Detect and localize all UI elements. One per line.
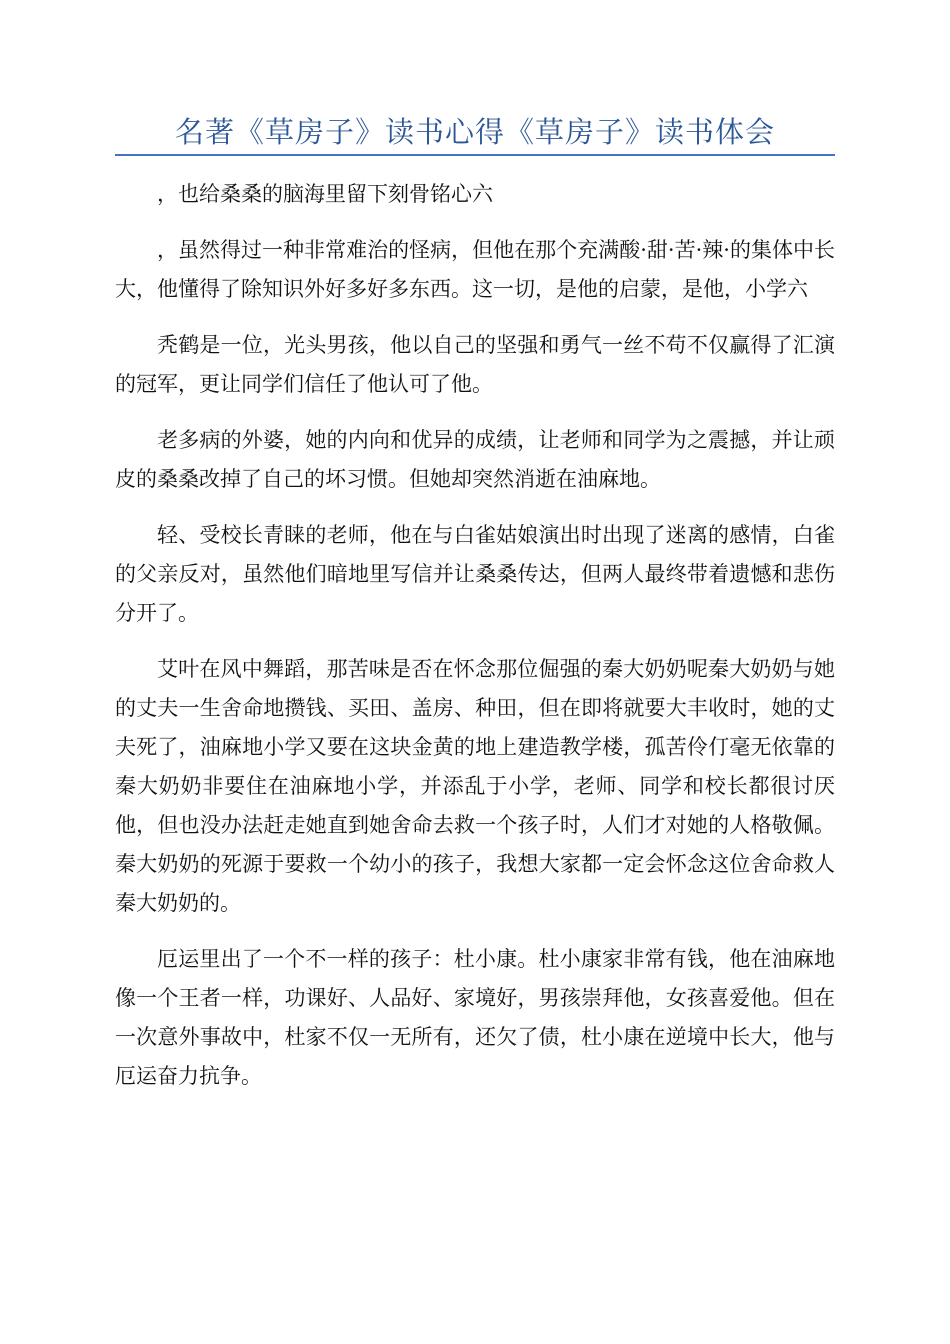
paragraph-7: 厄运里出了一个不一样的孩子：杜小康。杜小康家非常有钱，他在油麻地像一个王者一样，功课好、人品好、家境好，男孩崇拜他，女孩喜爱他。但在一次意外事故中，杜家不仅一无所有，还欠了债，杜小康在逆境中长大，他与厄运奋力抗争。 bbox=[115, 947, 835, 1088]
paragraph-5: 轻、受校长青睐的老师，他在与白雀姑娘演出时出现了迷离的感情，白雀的父亲反对，虽然他们暗地里写信并让桑桑传达，但两人最终带着遗憾和悲伤分开了。 bbox=[115, 523, 835, 625]
title-underline bbox=[115, 154, 835, 156]
document-body bbox=[115, 175, 835, 1113]
paragraph-4: 老多病的外婆，她的内向和优异的成绩，让老师和同学为之震撼，并让顽皮的桑桑改掉了自己的坏习惯。但她却突然消逝在油麻地。 bbox=[115, 428, 835, 491]
document-title: 名著《草房子》读书心得《草房子》读书体会 bbox=[174, 115, 775, 149]
paragraph-3: 秃鹤是一位，光头男孩，他以自己的坚强和勇气一丝不苟不仅赢得了汇演的冠军，更让同学们信任了他认可了他。 bbox=[115, 333, 835, 396]
paragraph-1: ，也给桑桑的脑海里留下刻骨铭心六 bbox=[157, 182, 493, 206]
paragraph-2: ，虽然得过一种非常难治的怪病，但他在那个充满酸·甜·苦·辣·的集体中长大，他懂得了除知识外好多好多东西。这一切，是他的启蒙，是他，小学六 bbox=[115, 238, 835, 301]
paragraph-6: 艾叶在风中舞蹈，那苦味是否在怀念那位倔强的秦大奶奶呢秦大奶奶与她的丈夫一生舍命地攒钱、买田、盖房、种田，但在即将就要大丰收时，她的丈夫死了，油麻地小学又要在这块金黄的地上建造教学楼，孤苦伶仃毫无依靠的秦大奶奶非要住在油麻地小学，并添乱于小学，老师、同学和校长都很讨厌他，但也没办法赶走她直到她舍命去救一个孩子时，人们才对她的人格敬佩。秦大奶奶的死源于要救一个幼小的孩子，我想大家都一定会怀念这位舍命救人秦大奶奶的。 bbox=[115, 657, 835, 915]
